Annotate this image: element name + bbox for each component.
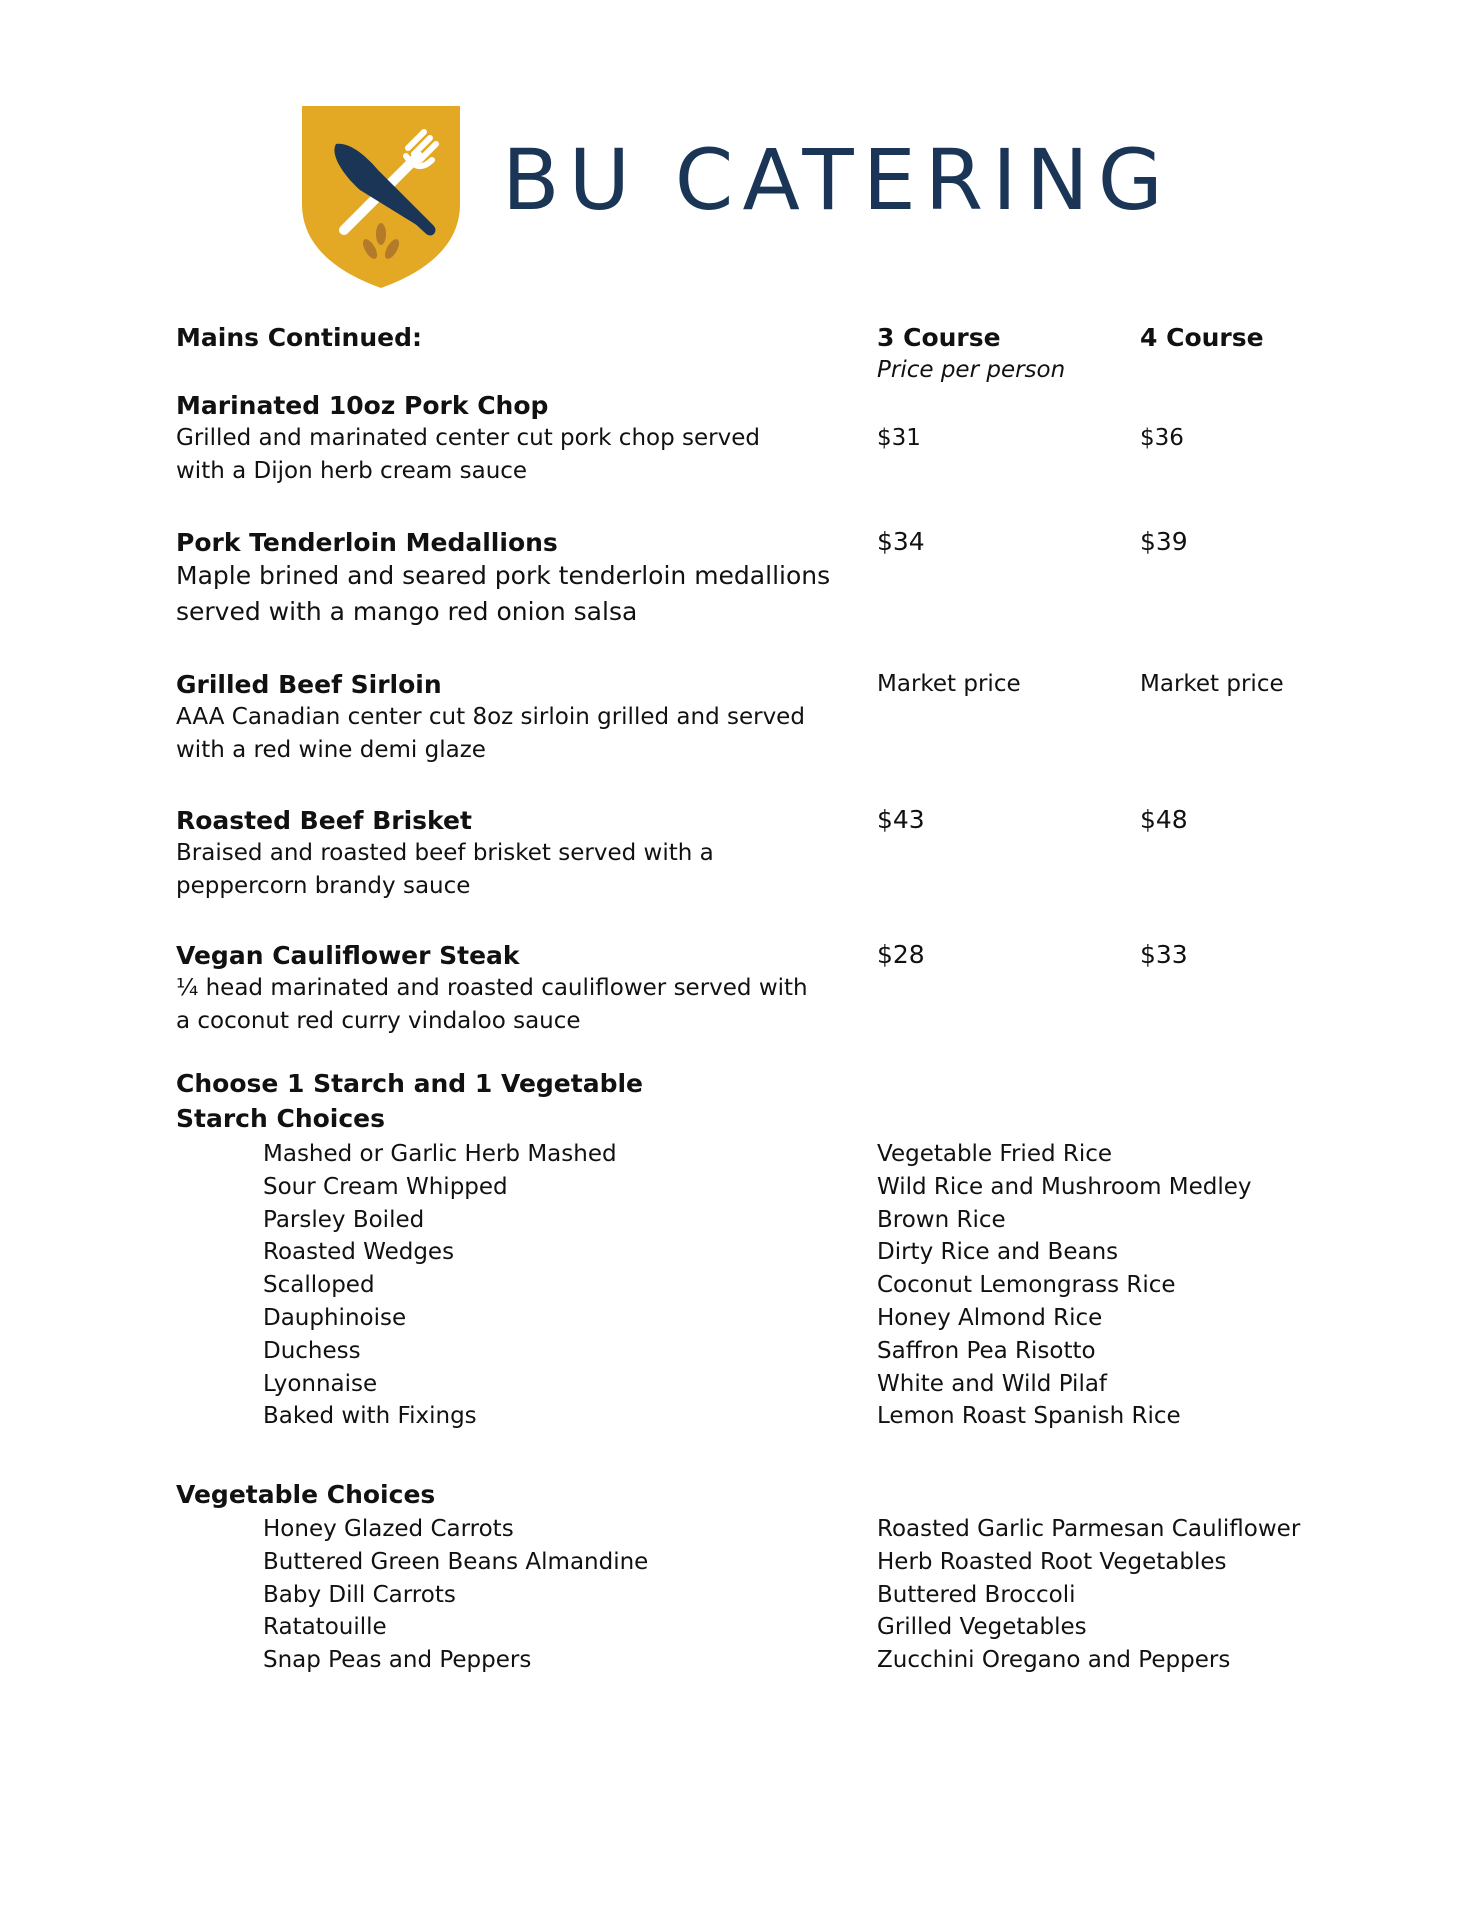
price-4-course: $33 (1140, 940, 1188, 969)
price-3-course: $31 (877, 425, 921, 451)
main-title: Grilled Beef Sirloin (176, 670, 442, 699)
main-title: Vegan Cauliflower Steak (176, 941, 520, 970)
list-item: Snap Peas and Peppers (263, 1647, 532, 1674)
price-3-course: $43 (877, 805, 925, 834)
list-item: Grilled Vegetables (877, 1614, 1087, 1641)
price-3-course: $28 (877, 940, 925, 969)
list-item: Wild Rice and Mushroom Medley (877, 1173, 1252, 1200)
main-desc: Maple brined and seared pork tenderloin medallions served with a mango red onion salsa (176, 561, 831, 626)
price-4-course: Market price (1140, 671, 1284, 697)
main-title: Marinated 10oz Pork Chop (176, 391, 549, 420)
list-item: Buttered Broccoli (877, 1581, 1076, 1608)
list-item: Saffron Pea Risotto (877, 1337, 1096, 1364)
vegetable-list-right (877, 1513, 1300, 1677)
price-4-course: $39 (1140, 527, 1188, 556)
shield-fork-knife-icon (300, 104, 462, 290)
main-title: Pork Tenderloin Medallions (176, 528, 558, 557)
list-item: Buttered Green Beans Almandine (263, 1548, 649, 1575)
list-item: Ratatouille (263, 1614, 387, 1641)
list-item: Duchess (263, 1337, 361, 1364)
starch-list-left (263, 1138, 617, 1433)
list-item: Roasted Wedges (263, 1239, 455, 1266)
list-item: Brown Rice (877, 1206, 1006, 1233)
price-col-3-header: 3 Course (877, 323, 1001, 352)
list-item: Lyonnaise (263, 1370, 378, 1397)
main-desc: Grilled and marinated center cut pork chop served with a Dijon herb cream sauce (176, 425, 760, 484)
list-item: Sour Cream Whipped (263, 1173, 508, 1200)
starch-list-right (877, 1138, 1252, 1433)
list-item: Parsley Boiled (263, 1206, 425, 1233)
list-item: Herb Roasted Root Vegetables (877, 1548, 1227, 1575)
list-item: Dirty Rice and Beans (877, 1239, 1119, 1266)
list-item: Lemon Roast Spanish Rice (877, 1403, 1181, 1430)
main-desc: ¼ head marinated and roasted cauliflower served with a coconut red curry vindaloo sauce (176, 975, 808, 1034)
price-4-course: $48 (1140, 805, 1188, 834)
price-4-course: $36 (1140, 425, 1184, 451)
list-item: Vegetable Fried Rice (877, 1141, 1113, 1167)
vegetable-list-left (263, 1513, 648, 1677)
list-item: Honey Glazed Carrots (263, 1516, 514, 1542)
brand-name: BU CATERING (502, 131, 1172, 229)
list-item: Scalloped (263, 1272, 375, 1299)
list-item: White and Wild Pilaf (877, 1370, 1108, 1397)
price-col-4-header: 4 Course (1140, 323, 1264, 352)
price-3-course: $34 (877, 527, 925, 556)
starch-choices-title: Starch Choices (176, 1104, 386, 1133)
list-item: Baked with Fixings (263, 1403, 477, 1430)
list-item: Roasted Garlic Parmesan Cauliflower (877, 1516, 1301, 1542)
list-item: Mashed or Garlic Herb Mashed (263, 1141, 617, 1167)
list-item: Dauphinoise (263, 1304, 407, 1331)
list-item: Honey Almond Rice (877, 1304, 1103, 1331)
vegetable-choices-title: Vegetable Choices (176, 1480, 436, 1509)
choose-instruction: Choose 1 Starch and 1 Vegetable (176, 1069, 644, 1098)
section-title: Mains Continued: (176, 323, 422, 352)
price-3-course: Market price (877, 671, 1021, 697)
main-desc: Braised and roasted beef brisket served with a peppercorn brandy sauce (176, 840, 714, 899)
list-item: Coconut Lemongrass Rice (877, 1272, 1176, 1299)
list-item: Zucchini Oregano and Peppers (877, 1647, 1231, 1674)
price-per-person-note: Price per person (877, 357, 1066, 383)
list-item: Baby Dill Carrots (263, 1581, 456, 1608)
main-desc: AAA Canadian center cut 8oz sirloin grilled and served with a red wine demi glaze (176, 704, 805, 763)
logo (300, 104, 1172, 290)
main-title: Roasted Beef Brisket (176, 806, 472, 835)
